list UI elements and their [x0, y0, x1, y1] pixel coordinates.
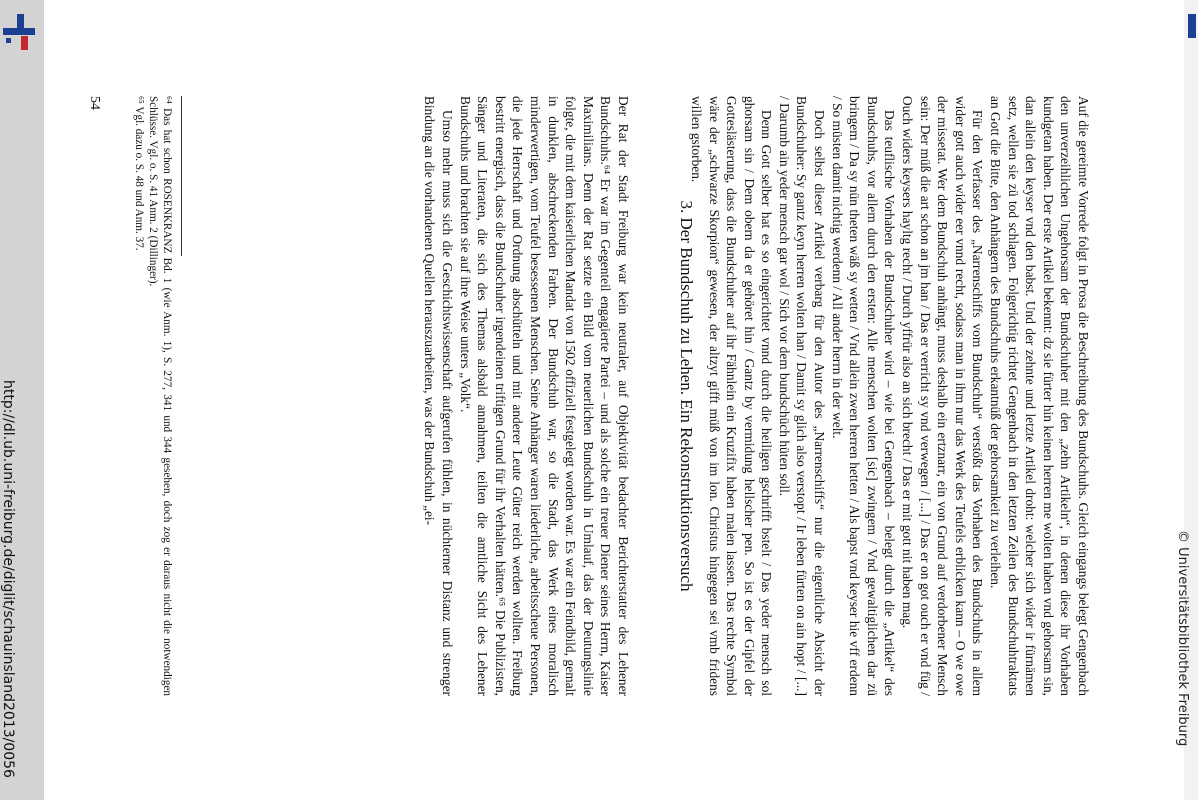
bottom-text-block — [421, 96, 632, 696]
footnote: ⁶⁵ Vgl. dazu o. S. 48 und Anm. 37. — [133, 96, 145, 251]
paragraph: Für den Verfasser des „Narrenschiffs vom Bundschuh“ verstößt das Vorhaben des Bundschuhs in allem wider gott auch wider eer vnnd recht, sodass man in ihm nur das Werk des Teufels erblicken kann – O we owe der missetat. Wer dem Bundschuh anhängt, muss deshalb ein ertznarr, ein von Grund auf verdorbener Mensch sein: Der müß die art schon an jm han / Das er verricht sy vnd verwegen / [...] / Das er on got ouch er vnd füg / Ouch widers keysers hayltg recht / Durch yffrür also an sich brecht / Das er mit gott nit haben mag. — [900, 96, 986, 696]
library-mark-icon — [1188, 14, 1196, 38]
page-number: 54 — [87, 96, 102, 110]
paragraph: Denn Gott selber hat es so eingerichtet vnnd durch die heiligen gschrifft bstelt / Das yeder mensch sol ghorsam sin / Dem obern da er gehöret hin / Gantz by vermidung hellscher pen. So ist es der Gipfel der Gotteslästerung, dass die Bundschuher auf ihr Fähnlein ein Kruzifix haben malen lassen. Das rechte Symbol wäre der „schwarze Skorpion“ gewesen, der altzyt gifft müß von im lon. Christus hingegen sei vmb fridens willen gstorben. — [688, 96, 775, 696]
copyright-stamp: © Universitätsbibliothek Freiburg — [1175, 530, 1190, 747]
top-text-block — [687, 96, 1092, 696]
paragraph: Doch selbst dieser Artikel verbarg für den Autor des „Narrenschiffs“ nur die eigentliche Absicht der Bundschuher: Sy gantz keyn herren wolten han / Damit sy glich also verstopt / Ir leben fürten on ain hopt / [...] / Darumb ain yeder mensch gar wol / Sich vor dem bundschüch hüten soll. — [776, 96, 828, 696]
url-stamp: http://dl.ub.uni-freiburg.de/diglit/schauinsland2013/0056 — [0, 380, 16, 778]
rotated-document-page — [52, 96, 1092, 696]
section-heading: 3. Der Bundschuh zu Lehen. Ein Rekonstruktionsversuch — [677, 200, 696, 592]
footnotes — [132, 96, 174, 696]
paragraph: Auf die gereimte Vorrede folgt in Prosa die Beschreibung des Bundschuhs. Gleich eingangs belegt Gengenbach den unverzeihlichen Ungehorsam der Bundschuher mit den „zehn Artikeln“, in denen diese ihr Vorhaben kundgetan haben. Der erste Artikel bekennt: dz sie fürter hin keinen herren me wolten haben vnd gehorsam sin, dan allein den keyser vnd den babst. Und der zehnte und letzte Artikel droht: welcher sich wider ir fürnämen setz, wellen sie zü tod schlagen. Folgerichtig richtet Gengenbach in den letzten Zeilen des Bundschuhtraktats an Gott die Bitte, den Anhängern des Bundschuhs erkantnüß der gehorsamkeit zu verleihen. — [988, 96, 1091, 696]
footnote: ⁶⁴ Das hat schon ROSENKRANZ Bd. 1 (wie Anm. 1), S. 277, 341 und 344 gesehen, doch zog er daraus nicht die notwendigen Schlüsse. Vgl. o. S. 41 Anm. 2 (Dillinger). — [147, 96, 173, 696]
paragraph: Umso mehr muss sich die Geschichtswissenschaft aufgerufen fühlen, in nüchterner Distanz und strenger Bindung an die vorhandenen Quellen herauszuarbeiten, was der Bundschuh „ei- — [422, 96, 456, 696]
footnote-divider — [181, 96, 182, 256]
paragraph: Das teuflische Vorhaben der Bundschuher wird – wie bei Gengenbach – belegt durch die „Artikel“ des Bundschuhs, vor allem durch den ersten: Alle menschen wolten [sic] zwingem / Vnd gewaltiglichen dar zü bringem / Da sy nün theten wäß sy wetten / Vnd allein zwen herren hetten / Als bapst vnd keyser hie vff erdenn / So müsten damit nichtig werdenn / All ander herrn in der welt. — [829, 96, 898, 696]
paragraph: Der Rat der Stadt Freiburg war kein neutraler, auf Objektivität bedachter Berichterstatter des Lehener Bundschuhs.⁶⁴ Er war im Gegenteil engagierte Partei – und als solche ein treuer Diener seines Herrn, Kaiser Maximilians. Denn der Rat setzte ein Bild vom neuerlichen Bundschuh in Umlauf, das der Deutungslinie folgte, die mit dem kaiserlichen Mandat von 1502 offiziell festgelegt worden war. Es war ein Feindbild, gemalt in dunklen, abschreckenden Farben. Der Bundschuh war, so die Stadt, das Werk eines moralisch minderwertigen, vom Teufel besessenen Menschen. Seine Anhänger waren liederliche, arbeitsscheue Personen, die jede Herrschaft und Ordnung abschütteln und mit anderer Leute Güter reich werden wollten. Freiburg bestritt energisch, dass die Bundschuher irgendeinen triftigen Grund für ihr Verhalten hätten.⁶⁵ Die Publizisten, Sänger und Literaten, die sich des Themas alsbald annahmen, teilten die amtliche Sicht des Lehener Bundschuhs und brachten sie auf ihre Weise unters „Volk“. — [457, 96, 631, 696]
